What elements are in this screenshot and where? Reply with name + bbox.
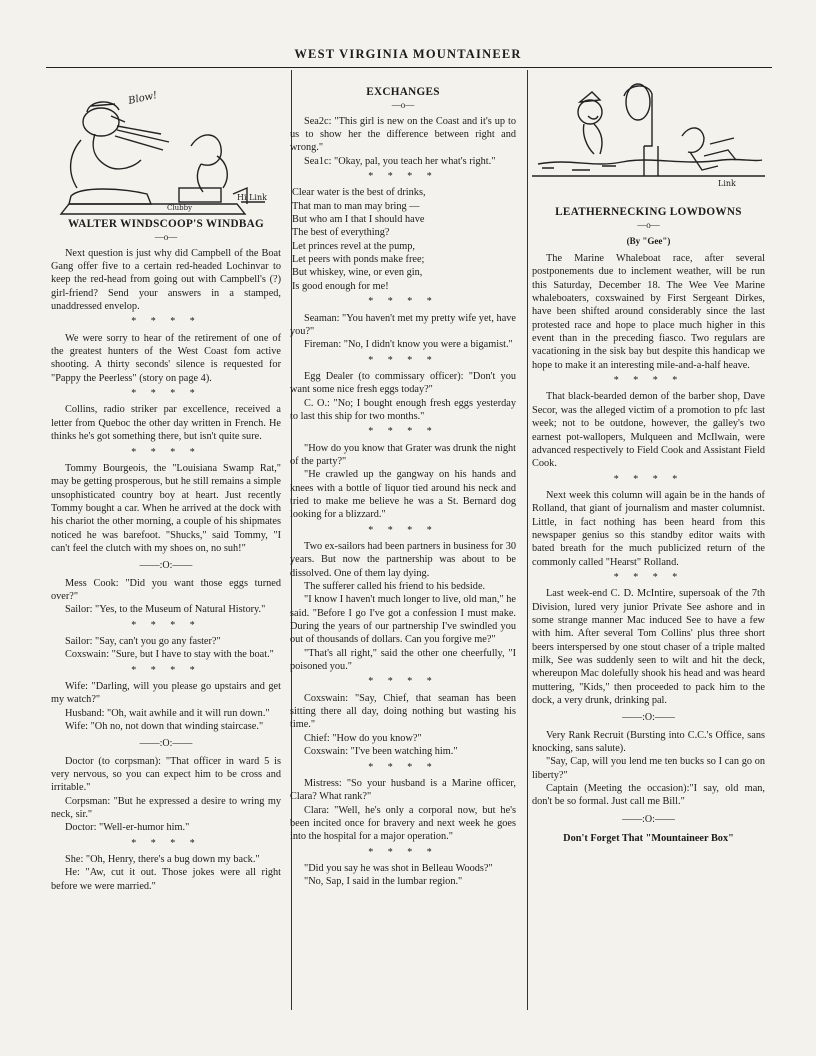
- column-lowdowns: [532, 76, 765, 845]
- joke-line: "How do you know that Grater was drunk the night of the party?": [290, 442, 516, 467]
- joke-line: Two ex-sailors had been partners in business for 30 years. But now the partnership was about to be dissolved. One of them lay dying.: [290, 541, 516, 579]
- cartoon-signature: Link: [718, 179, 736, 188]
- column-windbag: [51, 76, 281, 893]
- star-separator: * * * *: [368, 676, 438, 688]
- star-separator: * * * *: [613, 571, 684, 583]
- joke-line: Doctor (to corpsman): "That officer in ward 5 is very nervous, so you can expect him to be cross and irritable.": [51, 755, 281, 794]
- column-title: LEATHERNECKING LOWDOWNS: [555, 206, 742, 218]
- separator: ——:O:——: [622, 813, 675, 825]
- paragraph: The Marine Whaleboat race, after several postponements due to inclement weather, will be run this Saturday, December 18. The Wee Vee Marine whaleboaters, coxswained by First Sergeant Dirkes, have been shifted around considerably since the last protested race and hope to place much higher in this event than in the preceding fiasco. Two regulars are vacationing in the sisk bay but despite this handicap we hope to make it an interesting mile-and-a-half heave.: [532, 253, 765, 371]
- joke-line: Sailor: "Yes, to the Museum of Natural History.": [65, 604, 266, 616]
- paragraph: Collins, radio striker par excellence, received a letter from Queboc the other day written in French. He thinks he's got something there, but isn't quite sure.: [51, 404, 281, 443]
- poem-line: The best of everything?: [292, 227, 390, 239]
- paragraph: Next question is just why did Campbell of the Boat Gang offer five to a certain red-headed Lochinvar to keep the red-head from going out with Campbell's (?) girl-friend? Send your answers in a stamped, unaddressed envelop.: [51, 247, 281, 313]
- joke-line: "Say, Cap, will you lend me ten bucks so I can go on liberty?": [532, 756, 765, 781]
- poem-line: Is good enough for me!: [292, 280, 389, 292]
- separator: ——:O:——: [139, 738, 193, 750]
- separator: ——:O:——: [622, 712, 675, 724]
- joke-line: "Did you say he was shot in Belleau Woods?": [304, 862, 493, 874]
- paragraph: That black-bearded demon of the barber shop, Dave Secor, was the alleged victim of a promotion to pfc last week; not to be outdone, however, the galley's two earnest pot-wallopers, Mulqueen and McIlwain, were advanced respectively to Field Cook and Assistant Field Cook.: [532, 391, 765, 470]
- svg-text:Clubby: Clubby: [167, 204, 193, 212]
- byline: (By "Gee"): [626, 235, 671, 246]
- joke-line: Husband: "Oh, wait awhile and it will run down.": [65, 707, 270, 719]
- poem-line: But whiskey, wine, or even gin,: [292, 267, 423, 279]
- joke-line: Clara: "Well, he's only a corporal now, but he's been incited once for bravery and next week he goes into the hospital for a major operation.": [290, 804, 516, 843]
- title-divider: —o—: [637, 220, 660, 231]
- joke-line: Wife: "Oh no, not down that winding staircase.": [65, 721, 264, 733]
- joke-line: Mistress: "So your husband is a Marine officer, Clara? What rank?": [290, 777, 516, 803]
- joke-line: "He crawled up the gangway on his hands and knees with a bottle of liquor tied around his neck and tried to make me believe he was a St. Bernard dog looking for a blizzard.": [290, 469, 516, 521]
- poem-line: But who am I that I should have: [292, 214, 425, 226]
- star-separator: * * * *: [368, 846, 438, 858]
- joke-line: Coxswain: "I've been watching him.": [304, 746, 458, 758]
- paragraph: Last week-end C. D. McIntire, supersoak of the 7th Division, lured very junior Private See ashore and in some strange manner Mac induced See to have a few with him. After several Tom Collins' plus three short beers interspersed by one stout chaser of a triple malted milk, See was suddenly seen to wilt and hit the deck, whereupon Mac dolefully shook his head and was heard muttering, "Kids," then proceeded to pack him to the dock, a very drunk, drinking pal.: [532, 588, 765, 707]
- star-separator: * * * *: [368, 761, 438, 773]
- joke-line: Very Rank Recruit (Bursting into C.C.'s Office, sans knocking, sans salute).: [532, 729, 765, 755]
- joke-line: Captain (Meeting the occasion):"I say, old man, don't be so formal. Just call me Bill.": [532, 783, 765, 808]
- joke-line: He: "Aw, cut it out. Those jokes were all right before we were married.": [51, 867, 281, 892]
- cartoon-signature: Hi Link: [237, 193, 267, 202]
- joke-line: Chief: "How do you know?": [304, 732, 422, 744]
- masthead: WEST VIRGINIA MOUNTAINEER: [294, 47, 522, 61]
- star-separator: * * * *: [368, 426, 438, 438]
- star-separator: * * * *: [131, 619, 201, 631]
- poem-line: Clear water is the best of drinks,: [292, 187, 426, 199]
- joke-line: Seaman: "You haven't met my pretty wife yet, have you?": [290, 312, 516, 337]
- windbag-cartoon: [51, 76, 281, 218]
- star-separator: * * * *: [131, 664, 201, 676]
- joke-line: "I know I haven't much longer to live, old man," he said. "Before I go I've got a confession I must make. During the years of our partnership I've swindled you out of thousands of dollars. Can you forgive me?": [290, 594, 516, 646]
- star-separator: * * * *: [613, 473, 684, 485]
- star-separator: * * * *: [613, 375, 684, 387]
- star-separator: * * * *: [131, 837, 201, 849]
- separator: ——:O:——: [139, 560, 193, 572]
- joke-line: Doctor: "Well-er-humor him.": [65, 822, 190, 834]
- poem-line: Let peers with ponds make free;: [292, 254, 425, 266]
- poem: [290, 186, 516, 293]
- joke-line: Sailor: "Say, can't you go any faster?": [65, 635, 221, 647]
- star-separator: * * * *: [368, 171, 438, 183]
- joke-line: Mess Cook: "Did you want those eggs turned over?": [51, 577, 281, 602]
- joke-line: C. O.: "No; I bought enough fresh eggs yesterday to last this ship for two months.": [290, 397, 516, 422]
- star-separator: * * * *: [131, 316, 201, 328]
- cartoon-shout: Blow!: [127, 90, 159, 107]
- poem-line: That man to man may bring —: [292, 200, 420, 212]
- footer-slogan: Don't Forget That "Mountaineer Box": [563, 833, 734, 845]
- top-rule: [46, 67, 772, 68]
- joke-line: Fireman: "No, I didn't know you were a bigamist.": [304, 339, 513, 351]
- column-title: EXCHANGES: [366, 86, 440, 98]
- joke-line: Corpsman: "But he expressed a desire to wring my neck, sir.": [51, 795, 281, 821]
- column-divider: [527, 70, 528, 1010]
- joke-line: "No, Sap, I said in the lumbar region.": [304, 876, 463, 888]
- joke-line: Sea2c: "This girl is new on the Coast and it's up to us to show her the difference between right and wrong.": [290, 115, 516, 154]
- star-separator: * * * *: [368, 524, 438, 536]
- joke-line: Coxswain: "Sure, but I have to stay with the boat.": [65, 649, 274, 661]
- lowdowns-cartoon: [532, 76, 765, 206]
- column-title: WALTER WINDSCOOP'S WINDBAG: [68, 218, 264, 230]
- title-divider: —o—: [391, 100, 415, 111]
- joke-line: The sufferer called his friend to his bedside.: [304, 581, 486, 593]
- joke-line: She: "Oh, Henry, there's a bug down my back.": [65, 854, 260, 866]
- column-exchanges: [290, 86, 516, 889]
- poem-line: Let princes revel at the pump,: [292, 240, 415, 252]
- paragraph: Next week this column will again be in the hands of Rolland, that giant of journalism and master columnist. Little, in fact nothing has been heard from this newspaper genius so this standby editor waits with bated breath for the much publicized return of the commonly called "Hearst" Rolland.: [532, 489, 765, 568]
- joke-line: "That's all right," said the other one cheerfully, "I poisoned you.": [290, 647, 516, 673]
- joke-line: Egg Dealer (to commissary officer): "Don't you want some nice fresh eggs today?": [290, 370, 516, 396]
- title-divider: —o—: [154, 232, 178, 243]
- joke-line: Sea1c: "Okay, pal, you teach her what's right.": [304, 155, 496, 167]
- joke-line: Coxswain: "Say, Chief, that seaman has been sitting there all day, doing nothing but wasting his time.": [290, 692, 516, 731]
- joke-line: Wife: "Darling, will you please go upstairs and get my watch?": [51, 681, 281, 706]
- star-separator: * * * *: [131, 446, 201, 458]
- paragraph: We were sorry to hear of the retirement of one of the greatest hunters of the West Coast fom active shooting. A thirty seconds' silence is requested for "Pappy the Peerless" (story on page 4).: [51, 332, 281, 384]
- star-separator: * * * *: [368, 354, 438, 366]
- star-separator: * * * *: [368, 296, 438, 308]
- star-separator: * * * *: [131, 388, 201, 400]
- paragraph: Tommy Bourgeois, the "Louisiana Swamp Rat," may be getting prosperous, but he still remains a simple unsophisticated country boy at heart. Just recently Tommy bought a car. When he arrived at the dock with his chariot the other morning, a couple of his shipmates noticed he was barefoot. "Shucks," said Tommy, "I can't feel the clutch with my shoes on, no suh!": [51, 462, 281, 554]
